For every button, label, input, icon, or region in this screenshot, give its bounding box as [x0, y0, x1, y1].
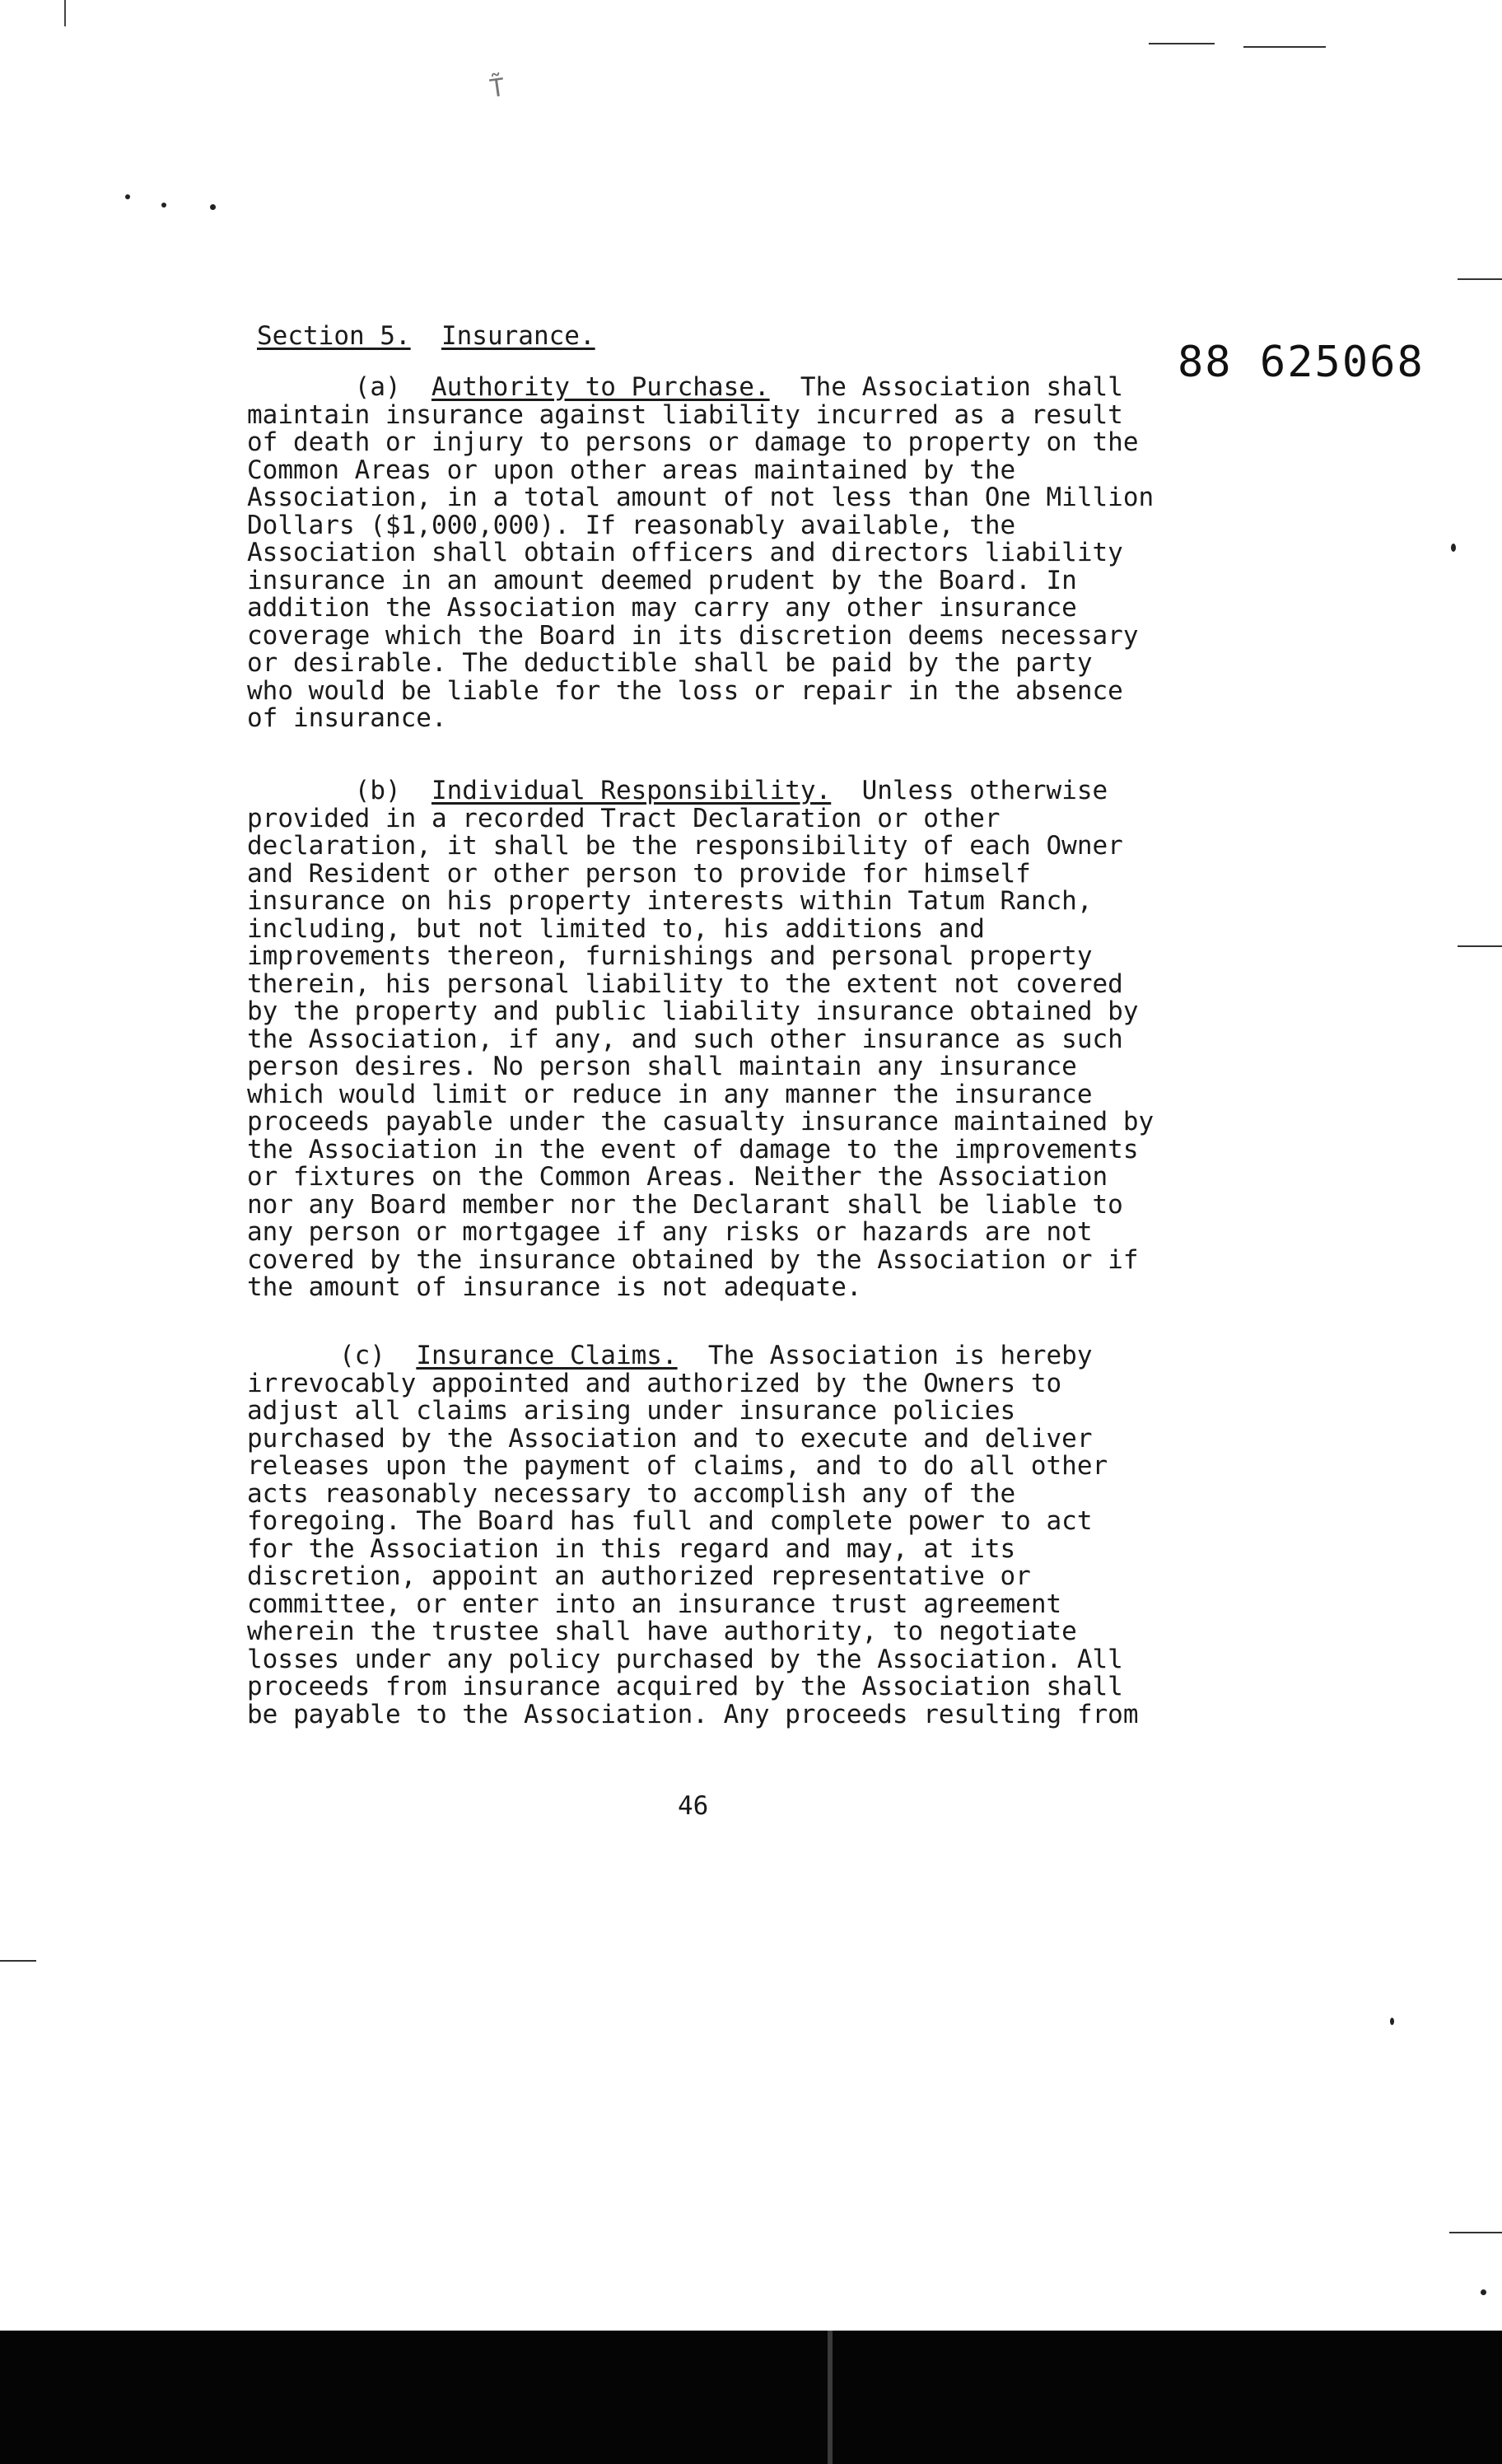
scan-speck: [1451, 544, 1456, 552]
text-line: releases upon the payment of claims, and to do all other: [247, 1451, 1108, 1481]
scan-speck: [161, 203, 166, 208]
document-number: 88 625068: [1178, 338, 1425, 387]
text-line: Association shall obtain officers and directors liability: [247, 538, 1123, 567]
paragraph-authority-to-purchase: [247, 374, 1260, 733]
paragraph-marker: (b): [354, 776, 401, 805]
text-line: for the Association in this regard and may, at its: [247, 1533, 1016, 1564]
text-line: of death or injury to persons or damage to property on the: [247, 427, 1139, 457]
section-title: Insurance.: [441, 321, 595, 351]
text-line: proceeds from insurance acquired by the Association shall: [247, 1672, 1123, 1701]
scan-speck: [210, 204, 216, 210]
paragraph-insurance-claims: [247, 1342, 1260, 1729]
text-line: or fixtures on the Common Areas. Neither the Association: [247, 1162, 1108, 1192]
page-number: 46: [678, 1791, 709, 1821]
scan-speck: [1481, 2289, 1486, 2295]
text-line: person desires. No person shall maintain any insurance: [247, 1052, 1077, 1081]
text-line: including, but not limited to, his additions and: [247, 913, 985, 944]
section-heading: [257, 321, 595, 351]
paragraph-individual-responsibility: [247, 777, 1260, 1302]
text-line: proceeds payable under the casualty insurance maintained by: [247, 1107, 1154, 1136]
paragraph-heading-line: [247, 777, 1260, 805]
text-line: therein, his personal liability to the extent not covered: [247, 968, 1123, 999]
paragraph-heading-line: [247, 374, 1260, 402]
text-line: or desirable. The deductible shall be paid by the party: [247, 648, 1093, 678]
paragraph-heading: Individual Responsibility.: [431, 776, 832, 805]
paragraph-lead-text: The Association is hereby: [707, 1341, 1093, 1370]
text-line: Dollars ($1,000,000). If reasonably available, the: [247, 510, 1016, 540]
scan-edge-mark: [1458, 278, 1502, 280]
text-line: insurance in an amount deemed prudent by the Board. In: [247, 565, 1077, 595]
scan-edge-mark: [828, 2331, 833, 2464]
text-line: maintain insurance against liability incurred as a result: [247, 399, 1123, 430]
text-line: the amount of insurance is not adequate.: [247, 1272, 862, 1302]
text-line: committee, or enter into an insurance trust agreement: [247, 1589, 1062, 1619]
text-line: the Association, if any, and such other insurance as such: [247, 1024, 1123, 1054]
text-line: purchased by the Association and to execute and deliver: [247, 1423, 1093, 1454]
text-line: improvements thereon, furnishings and personal property: [247, 941, 1093, 971]
text-line: adjust all claims arising under insurance policies: [247, 1396, 1016, 1426]
paragraph-heading: Authority to Purchase.: [431, 372, 770, 402]
paragraph-marker: (a): [354, 372, 401, 402]
text-line: losses under any policy purchased by the Association. All: [247, 1644, 1123, 1674]
text-line: foregoing. The Board has full and complete power to act: [247, 1506, 1093, 1536]
text-line: who would be liable for the loss or repair in the absence: [247, 675, 1123, 706]
scan-edge-mark: [64, 0, 66, 26]
text-line: which would limit or reduce in any manner the insurance: [247, 1079, 1093, 1109]
text-line: by the property and public liability insurance obtained by: [247, 996, 1139, 1026]
text-line: and Resident or other person to provide for himself: [247, 858, 1031, 889]
text-line: of insurance.: [247, 703, 447, 733]
scan-speck: [125, 194, 130, 199]
text-line: nor any Board member nor the Declarant shall be liable to: [247, 1189, 1123, 1220]
text-line: wherein the trustee shall have authority, to negotiate: [247, 1617, 1077, 1646]
text-line: Association, in a total amount of not less than One Million: [247, 483, 1154, 512]
text-line: any person or mortgagee if any risks or hazards are not: [247, 1217, 1093, 1247]
scan-speck: [1390, 2018, 1394, 2025]
text-line: coverage which the Board in its discretion deems necessary: [247, 620, 1139, 651]
scan-edge-mark: [1458, 945, 1502, 947]
scan-edge-mark: [1149, 43, 1215, 44]
text-line: provided in a recorded Tract Declaration or other: [247, 803, 1001, 833]
stamp-mark: T̃: [487, 72, 507, 105]
paragraph-lead-text: The Association shall: [800, 372, 1123, 402]
text-line: addition the Association may carry any other insurance: [247, 593, 1077, 623]
text-line: irrevocably appointed and authorized by the Owners to: [247, 1368, 1062, 1398]
text-line: Common Areas or upon other areas maintained by the: [247, 455, 1016, 485]
text-line: the Association in the event of damage to the improvements: [247, 1134, 1139, 1164]
scan-edge-mark: [1449, 2232, 1502, 2233]
paragraph-marker: (c): [338, 1341, 385, 1370]
text-line: acts reasonably necessary to accomplish any of the: [247, 1478, 1016, 1509]
scan-bottom-band: [0, 2331, 1502, 2464]
text-line: declaration, it shall be the responsibility of each Owner: [247, 831, 1123, 861]
section-label: Section 5.: [257, 321, 411, 351]
text-line: covered by the insurance obtained by the Association or if: [247, 1244, 1139, 1275]
paragraph-heading: Insurance Claims.: [416, 1341, 678, 1370]
text-line: be payable to the Association. Any proceeds resulting from: [247, 1699, 1139, 1729]
scan-edge-mark: [1243, 46, 1326, 48]
paragraph-heading-line: [247, 1342, 1260, 1370]
paragraph-lead-text: Unless otherwise: [861, 776, 1108, 805]
text-line: insurance on his property interests within Tatum Ranch,: [247, 886, 1093, 916]
text-line: discretion, appoint an authorized representative or: [247, 1561, 1031, 1591]
scan-edge-mark: [0, 1960, 36, 1962]
